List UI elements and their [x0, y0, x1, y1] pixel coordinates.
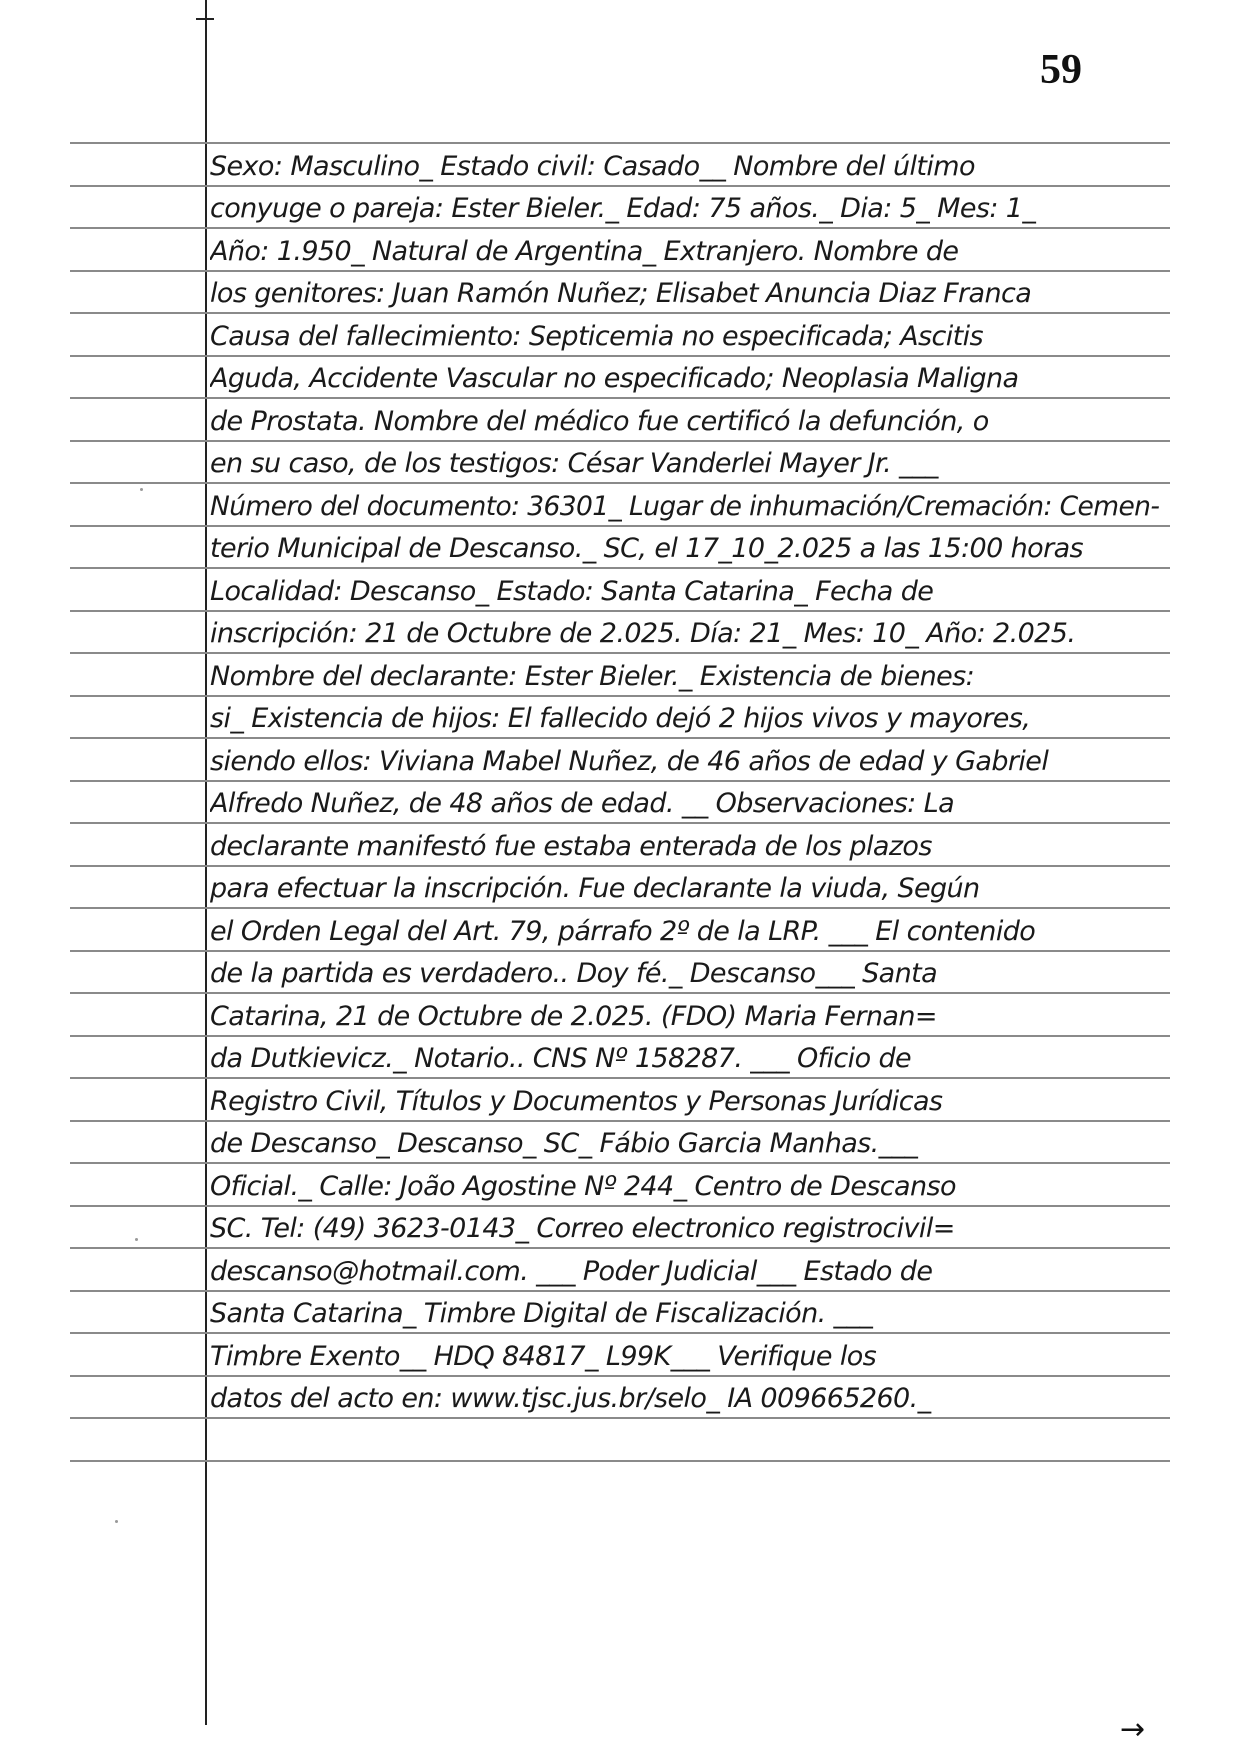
- continuation-arrow-icon: →: [1120, 1712, 1146, 1747]
- handwritten-line: inscripción: 21 de Octubre de 2.025. Día: 21_ Mes: 10_ Año: 2.025.: [210, 618, 1076, 649]
- handwritten-line: si_ Existencia de hijos: El fallecido dejó 2 hijos vivos y mayores,: [210, 703, 1031, 734]
- handwritten-line: datos del acto en: www.tjsc.jus.br/selo_ IA 009665260._: [210, 1383, 931, 1414]
- handwritten-line: Registro Civil, Títulos y Documentos y Personas Jurídicas: [210, 1086, 943, 1117]
- handwritten-line: Localidad: Descanso_ Estado: Santa Catarina_ Fecha de: [210, 576, 934, 607]
- left-margin-line: [205, 0, 207, 1725]
- handwritten-line: Oficial._ Calle: João Agostine Nº 244_ Centro de Descanso: [210, 1171, 956, 1202]
- handwritten-line: Timbre Exento__ HDQ 84817_ L99K___ Verifique los: [210, 1341, 877, 1372]
- handwritten-line: Sexo: Masculino_ Estado civil: Casado__ Nombre del último: [210, 151, 975, 182]
- handwritten-line: declarante manifestó fue estaba enterada de los plazos: [210, 831, 932, 862]
- handwritten-line: de Prostata. Nombre del médico fue certificó la defunción, o: [210, 406, 989, 437]
- handwritten-line: Causa del fallecimiento: Septicemia no especificada; Ascitis: [210, 321, 984, 352]
- paper-speck: [135, 1238, 138, 1241]
- handwritten-line: Catarina, 21 de Octubre de 2.025. (FDO) Maria Fernan=: [210, 1001, 937, 1032]
- handwritten-line: Santa Catarina_ Timbre Digital de Fiscalización. ___: [210, 1298, 873, 1329]
- handwritten-line: Nombre del declarante: Ester Bieler._ Existencia de bienes:: [210, 661, 975, 692]
- handwritten-line: Alfredo Nuñez, de 48 años de edad. __ Observaciones: La: [210, 788, 955, 819]
- paper-speck: [140, 488, 143, 491]
- page-number: 59: [1040, 47, 1082, 93]
- handwritten-line: descanso@hotmail.com. ___ Poder Judicial___ Estado de: [210, 1256, 933, 1287]
- ruled-line: [70, 1460, 1170, 1462]
- handwritten-line: Aguda, Accidente Vascular no especificado; Neoplasia Maligna: [210, 363, 1019, 394]
- ruled-line: [70, 142, 1170, 144]
- handwritten-line: en su caso, de los testigos: César Vanderlei Mayer Jr. ___: [210, 448, 938, 479]
- handwritten-line: conyuge o pareja: Ester Bieler._ Edad: 75 años._ Dia: 5_ Mes: 1_: [210, 193, 1036, 224]
- handwritten-line: SC. Tel: (49) 3623-0143_ Correo electronico registrocivil=: [210, 1213, 955, 1244]
- handwritten-line: los genitores: Juan Ramón Nuñez; Elisabet Anuncia Diaz Franca: [210, 278, 1032, 309]
- handwritten-line: de Descanso_ Descanso_ SC_ Fábio Garcia Manhas.___: [210, 1128, 918, 1159]
- handwritten-line: siendo ellos: Viviana Mabel Nuñez, de 46 años de edad y Gabriel: [210, 746, 1049, 777]
- handwritten-line: da Dutkievicz._ Notario.. CNS Nº 158287. ___ Oficio de: [210, 1043, 912, 1074]
- paper-speck: [115, 1520, 118, 1523]
- handwritten-line: Año: 1.950_ Natural de Argentina_ Extranjero. Nombre de: [210, 236, 959, 267]
- handwritten-line: terio Municipal de Descanso._ SC, el 17_10_2.025 a las 15:00 horas: [210, 533, 1083, 564]
- handwritten-line: para efectuar la inscripción. Fue declarante la viuda, Según: [210, 873, 980, 904]
- handwritten-line: el Orden Legal del Art. 79, párrafo 2º de la LRP. ___ El contenido: [210, 916, 1036, 947]
- handwritten-line: Número del documento: 36301_ Lugar de inhumación/Cremación: Cemen-: [210, 491, 1160, 522]
- handwritten-line: de la partida es verdadero.. Doy fé._ Descanso___ Santa: [210, 958, 938, 989]
